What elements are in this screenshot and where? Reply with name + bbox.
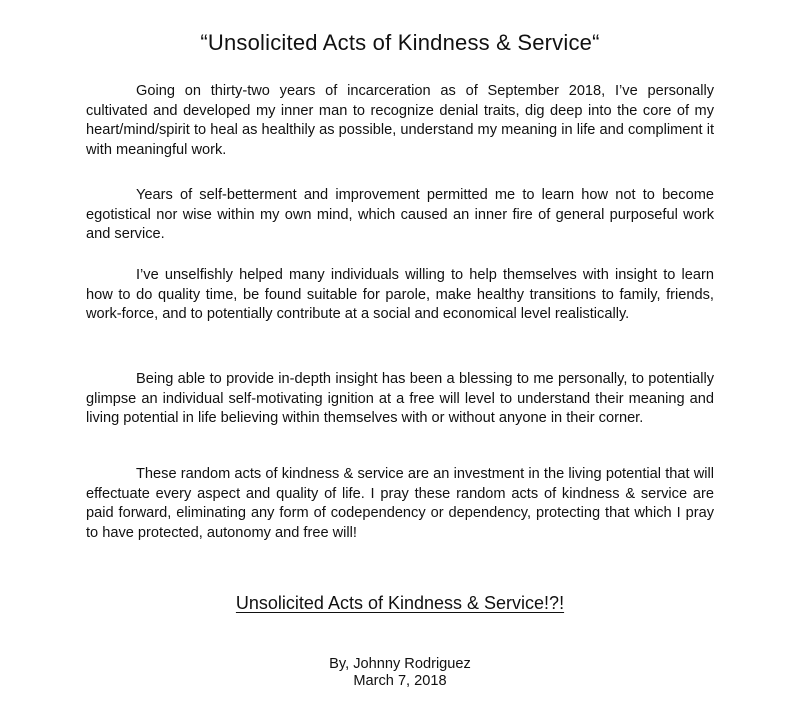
document-title: “Unsolicited Acts of Kindness & Service“ [200,30,600,55]
paragraph-3: I’ve unselfishly helped many individuals willing to help themselves with insight to learn how to do quality time, be found suitable for parole, make healthy transitions to family, friends, work-force, and to potentially contribute at a social and economical level realistically. [86,267,714,323]
paragraph-4: Being able to provide in-depth insight has been a blessing to me personally, to potentially glimpse an individual self-motivating ignition at a free will level to understand their meaning and living potential in life believing within themselves with or without anyone in their corner. [86,371,714,427]
closing-title: Unsolicited Acts of Kindness & Service!?! [235,593,565,613]
author-byline: By, Johnny Rodriguez [329,656,471,672]
paragraph-5: These random acts of kindness & service are an investment in the living potential that will effectuate every aspect and quality of life. I pray these random acts of kindness & service are paid forward, eliminating any form of codependency or dependency, protecting that which I pray to have protected, autonomy and free will! [86,466,714,541]
paragraph-1: Going on thirty-two years of incarceration as of September 2018, I’ve personally cultivated and developed my inner man to recognize denial traits, dig deep into the core of my heart/mind/spirit to heal as healthily as possible, understand my meaning in life and compliment it with meaningful work. [86,83,714,158]
paragraph-2: Years of self-betterment and improvement permitted me to learn how not to become egotistical nor wise within my own mind, which caused an inner fire of general purposeful work and service. [86,187,714,243]
document-date: March 7, 2018 [353,673,447,689]
